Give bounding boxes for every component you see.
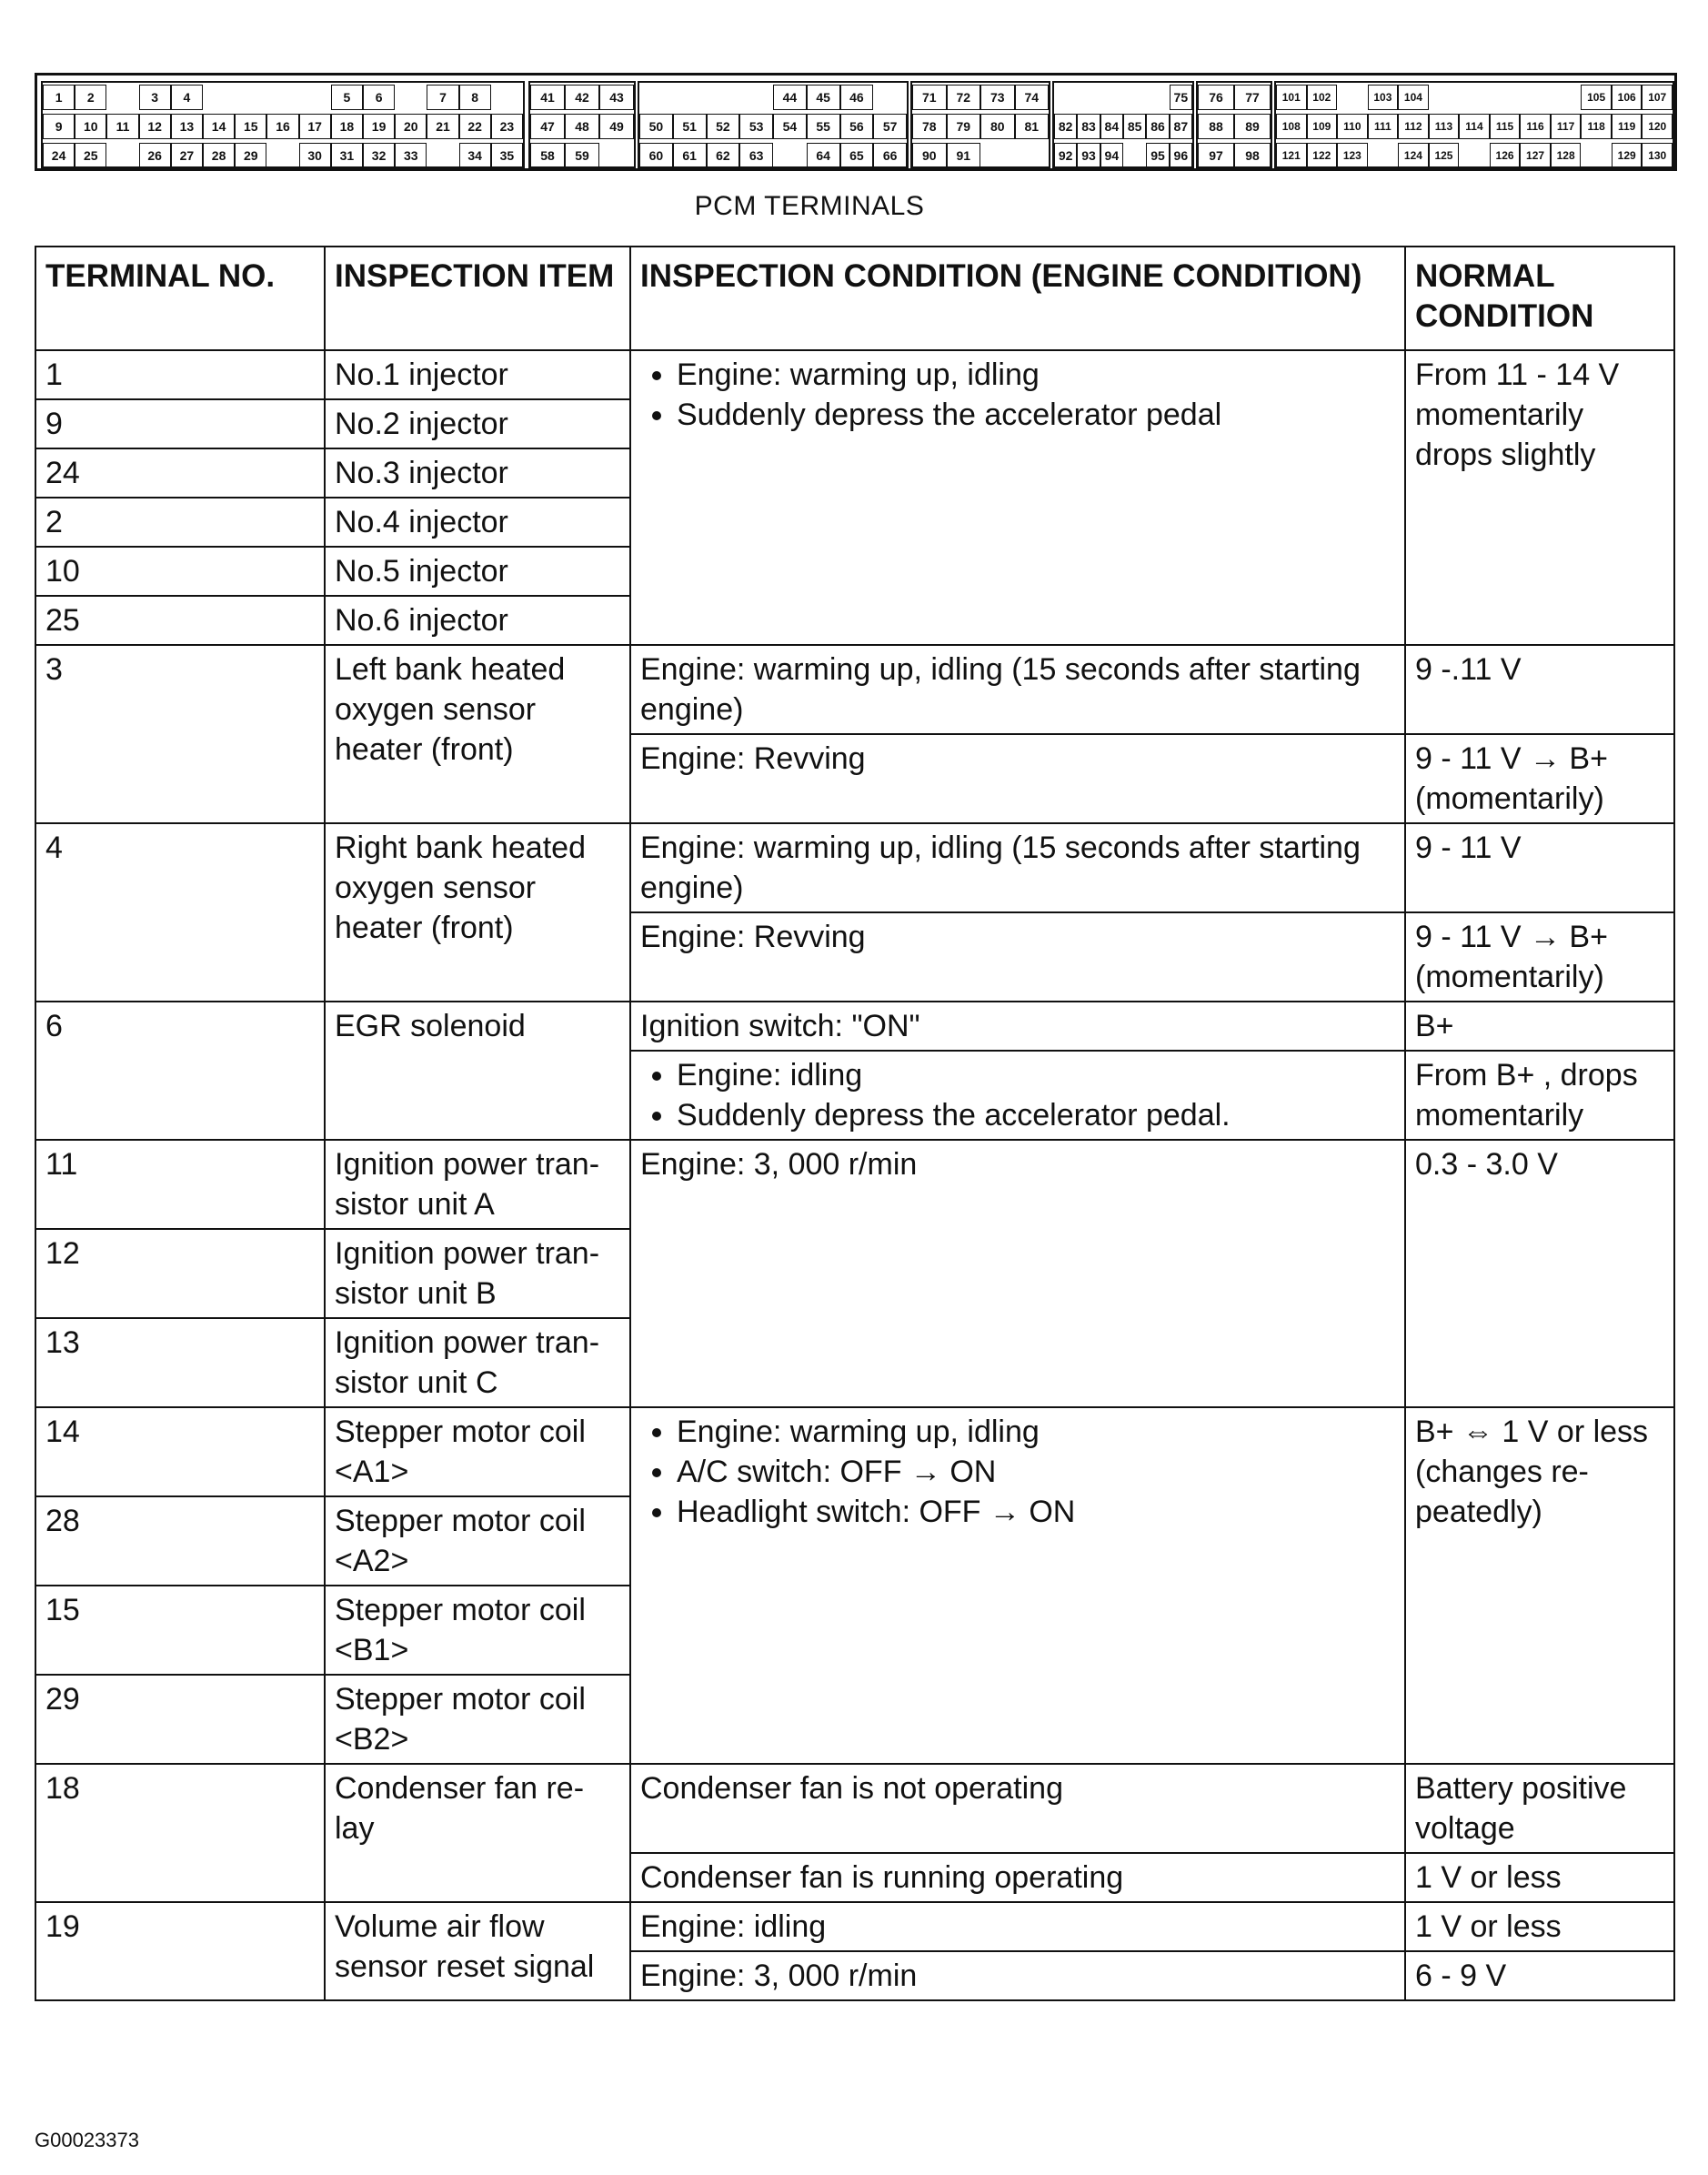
connector-pin: 29: [235, 143, 266, 168]
normal-condition: 0.3 - 3.0 V: [1405, 1140, 1674, 1407]
inspection-item: No.6 injector: [325, 596, 630, 645]
connector-pin: 71: [912, 85, 947, 110]
inspection-item: EGR solenoid: [325, 1002, 630, 1140]
connector-pin: 94: [1100, 143, 1123, 168]
connector-pin: 72: [947, 85, 981, 110]
connector-pin: 56: [840, 114, 874, 139]
connector-pin: 52: [707, 114, 740, 139]
condition-item: • Engine: warming up, idling: [677, 1412, 1395, 1452]
connector-pin: 84: [1100, 114, 1123, 139]
connector-pin: 116: [1520, 114, 1551, 139]
connector-pin: 33: [395, 143, 427, 168]
connector-pin: 123: [1337, 143, 1368, 168]
connector-block: [910, 81, 1050, 168]
normal-condition: B+: [1405, 1002, 1674, 1051]
connector-pin: 125: [1429, 143, 1460, 168]
connector-pin: 19: [363, 114, 395, 139]
connector-pin: 105: [1581, 85, 1612, 110]
inspection-condition: Condenser fan is not operating: [630, 1764, 1405, 1853]
connector-pin: 128: [1551, 143, 1582, 168]
connector-pin: 21: [427, 114, 458, 139]
connector-pin: 53: [739, 114, 773, 139]
inspection-item: Left bank heated oxygen sensor heater (front): [325, 645, 630, 823]
inspection-item: No.3 injector: [325, 448, 630, 498]
terminal-no: 18: [35, 1764, 325, 1902]
inspection-condition: Condenser fan is running operating: [630, 1853, 1405, 1902]
connector-pin: 85: [1123, 114, 1146, 139]
connector-pin: 1: [43, 85, 75, 110]
inspection-item: Stepper motor coil <A2>: [325, 1496, 630, 1586]
connector-pin: 104: [1398, 85, 1429, 110]
connector-pin: 30: [299, 143, 331, 168]
connector-pin: 118: [1581, 114, 1612, 139]
connector-pin: 89: [1234, 114, 1271, 139]
normal-condition: 9 - 11 V: [1405, 823, 1674, 912]
connector-pin: 47: [530, 114, 565, 139]
connector-pin: 9: [43, 114, 75, 139]
normal-condition: B+ ⇔ 1 V or less (changes re-peatedly): [1405, 1407, 1674, 1764]
connector-pin: 15: [235, 114, 266, 139]
terminal-no: 13: [35, 1318, 325, 1407]
connector-pin: 77: [1234, 85, 1271, 110]
connector-pin: 119: [1612, 114, 1643, 139]
connector-pin: 62: [707, 143, 740, 168]
condition-item: • Suddenly depress the accelerator pedal.: [677, 1095, 1395, 1135]
normal-condition: 9 - 11 V → B+ (momentarily): [1405, 912, 1674, 1002]
table-row: [35, 350, 1674, 399]
connector-pin: 108: [1276, 114, 1307, 139]
inspection-item: No.2 injector: [325, 399, 630, 448]
connector-pin: 112: [1398, 114, 1429, 139]
normal-condition: From B+ , drops momentarily: [1405, 1051, 1674, 1140]
connector-pin: 10: [75, 114, 106, 139]
connector-pin: 87: [1170, 114, 1192, 139]
terminal-no: 4: [35, 823, 325, 1002]
connector-pin: 26: [139, 143, 171, 168]
header-inspection-condition: INSPECTION CONDITION (ENGINE CONDITION): [630, 247, 1405, 350]
header-inspection-item: INSPECTION ITEM: [325, 247, 630, 350]
table-row: [35, 1407, 1674, 1496]
connector-block: [41, 81, 525, 168]
terminal-no: 2: [35, 498, 325, 547]
condition-item: • Headlight switch: OFF → ON: [677, 1492, 1395, 1532]
condition-list: [640, 1055, 1395, 1135]
connector-pin: 13: [171, 114, 203, 139]
connector-pin: 81: [1015, 114, 1050, 139]
normal-condition: 9 - 11 V → B+ (momentarily): [1405, 734, 1674, 823]
inspection-item: No.5 injector: [325, 547, 630, 596]
normal-condition: 6 - 9 V: [1405, 1951, 1674, 2000]
connector-pin: 6: [363, 85, 395, 110]
connector-block: [1196, 81, 1272, 168]
pcm-connector-diagram: [35, 73, 1677, 171]
connector-pin: 54: [773, 114, 807, 139]
connector-pin: 28: [203, 143, 235, 168]
inspection-condition: Engine: 3, 000 r/min: [630, 1140, 1405, 1407]
connector-pin: 3: [139, 85, 171, 110]
connector-pin: 59: [565, 143, 599, 168]
connector-pin: 34: [459, 143, 491, 168]
connector-pin: 121: [1276, 143, 1307, 168]
connector-pin: 4: [171, 85, 203, 110]
inspection-item: Stepper motor coil <B2>: [325, 1675, 630, 1764]
inspection-condition: Engine: Revving: [630, 912, 1405, 1002]
connector-block: [1274, 81, 1674, 168]
connector-pin: 103: [1368, 85, 1399, 110]
connector-pin: 97: [1198, 143, 1234, 168]
connector-pin: 41: [530, 85, 565, 110]
connector-pin: 95: [1146, 143, 1169, 168]
connector-pin: 12: [139, 114, 171, 139]
normal-condition: From 11 - 14 V momentarily drops slightly: [1405, 350, 1674, 645]
figure-id: G00023373: [35, 2129, 139, 2151]
connector-pin: 60: [639, 143, 673, 168]
connector-pin: 115: [1490, 114, 1521, 139]
table-row: [35, 1140, 1674, 1229]
inspection-condition: Ignition switch: "ON": [630, 1002, 1405, 1051]
inspection-condition: [630, 1051, 1405, 1140]
connector-pin: 74: [1015, 85, 1050, 110]
connector-pin: 48: [565, 114, 599, 139]
table-row: [35, 823, 1674, 912]
inspection-item: Stepper motor coil <A1>: [325, 1407, 630, 1496]
connector-block: [1052, 81, 1194, 168]
condition-list: [640, 355, 1395, 435]
connector-pin: 63: [739, 143, 773, 168]
connector-pin: 42: [565, 85, 599, 110]
terminal-no: 11: [35, 1140, 325, 1229]
connector-pin: 2: [75, 85, 106, 110]
normal-condition: 1 V or less: [1405, 1853, 1674, 1902]
connector-pin: 130: [1642, 143, 1673, 168]
table-header-row: [35, 247, 1674, 350]
connector-pin: 8: [459, 85, 491, 110]
connector-pin: 31: [331, 143, 363, 168]
connector-pin: 55: [807, 114, 840, 139]
inspection-item: Volume air flow sensor reset signal: [325, 1902, 630, 2000]
connector-pin: 66: [873, 143, 907, 168]
table-row: [35, 1002, 1674, 1051]
inspection-condition: [630, 1407, 1405, 1764]
connector-pin: 57: [873, 114, 907, 139]
connector-pin: 93: [1077, 143, 1100, 168]
connector-pin: 16: [266, 114, 298, 139]
connector-pin: 120: [1642, 114, 1673, 139]
connector-pin: 7: [427, 85, 458, 110]
header-normal-condition: NORMAL CONDITION: [1405, 247, 1674, 350]
terminal-no: 19: [35, 1902, 325, 2000]
connector-pin: 111: [1368, 114, 1399, 139]
inspection-item: Ignition power tran-sistor unit B: [325, 1229, 630, 1318]
inspection-condition: Engine: warming up, idling (15 seconds after starting engine): [630, 823, 1405, 912]
connector-pin: 127: [1520, 143, 1551, 168]
connector-pin: 76: [1198, 85, 1234, 110]
connector-pin: 91: [947, 143, 981, 168]
condition-item: • A/C switch: OFF → ON: [677, 1452, 1395, 1492]
connector-caption: PCM TERMINALS: [694, 191, 925, 221]
connector-pin: 65: [840, 143, 874, 168]
connector-pin: 5: [331, 85, 363, 110]
connector-pin: 46: [840, 85, 874, 110]
connector-pin: 107: [1642, 85, 1673, 110]
connector-pin: 96: [1170, 143, 1192, 168]
connector-pin: 102: [1307, 85, 1338, 110]
connector-pin: 80: [980, 114, 1015, 139]
normal-condition: 9 -.11 V: [1405, 645, 1674, 734]
inspection-table: [35, 246, 1675, 2001]
terminal-no: 6: [35, 1002, 325, 1140]
inspection-condition: Engine: 3, 000 r/min: [630, 1951, 1405, 2000]
terminal-no: 9: [35, 399, 325, 448]
connector-pin: 75: [1170, 85, 1192, 110]
connector-pin: 106: [1612, 85, 1643, 110]
connector-pin: 64: [807, 143, 840, 168]
connector-pin: 79: [947, 114, 981, 139]
inspection-item: No.1 injector: [325, 350, 630, 399]
table-row: [35, 1764, 1674, 1853]
connector-pin: 58: [530, 143, 565, 168]
inspection-condition: Engine: idling: [630, 1902, 1405, 1951]
connector-pin: 88: [1198, 114, 1234, 139]
connector-pin: 101: [1276, 85, 1307, 110]
connector-block: [528, 81, 636, 168]
inspection-condition: Engine: Revving: [630, 734, 1405, 823]
connector-pin: 83: [1077, 114, 1100, 139]
inspection-item: Condenser fan re-lay: [325, 1764, 630, 1902]
connector-pin: 32: [363, 143, 395, 168]
connector-pin: 11: [106, 114, 138, 139]
connector-pin: 122: [1307, 143, 1338, 168]
condition-list: [640, 1412, 1395, 1532]
connector-pin: 20: [395, 114, 427, 139]
connector-pin: 129: [1612, 143, 1643, 168]
terminal-no: 28: [35, 1496, 325, 1586]
inspection-item: Ignition power tran-sistor unit A: [325, 1140, 630, 1229]
connector-pin: 86: [1146, 114, 1169, 139]
connector-pin: 24: [43, 143, 75, 168]
normal-condition: 1 V or less: [1405, 1902, 1674, 1951]
connector-pin: 113: [1429, 114, 1460, 139]
connector-pin: 25: [75, 143, 106, 168]
terminal-no: 29: [35, 1675, 325, 1764]
header-terminal-no: TERMINAL NO.: [35, 247, 325, 350]
condition-item: • Engine: warming up, idling: [677, 355, 1395, 395]
table-row: [35, 1902, 1674, 1951]
connector-pin: 61: [673, 143, 707, 168]
connector-block: [638, 81, 909, 168]
connector-pin: 43: [599, 85, 634, 110]
connector-pin: 50: [639, 114, 673, 139]
connector-pin: 92: [1054, 143, 1077, 168]
inspection-condition: Engine: warming up, idling (15 seconds after starting engine): [630, 645, 1405, 734]
connector-pin: 18: [331, 114, 363, 139]
inspection-item: Right bank heated oxygen sensor heater (front): [325, 823, 630, 1002]
connector-pin: 35: [491, 143, 523, 168]
connector-pin: 44: [773, 85, 807, 110]
connector-pin: 73: [980, 85, 1015, 110]
connector-pin: 17: [299, 114, 331, 139]
inspection-condition: [630, 350, 1405, 645]
terminal-no: 12: [35, 1229, 325, 1318]
connector-pin: 124: [1398, 143, 1429, 168]
connector-pin: 22: [459, 114, 491, 139]
terminal-no: 15: [35, 1586, 325, 1675]
condition-item: • Suddenly depress the accelerator pedal: [677, 395, 1395, 435]
connector-pin: 45: [807, 85, 840, 110]
terminal-no: 10: [35, 547, 325, 596]
connector-pin: 49: [599, 114, 634, 139]
connector-pin: 110: [1337, 114, 1368, 139]
terminal-no: 3: [35, 645, 325, 823]
inspection-item: Ignition power tran-sistor unit C: [325, 1318, 630, 1407]
connector-pin: 117: [1551, 114, 1582, 139]
connector-pin: 109: [1307, 114, 1338, 139]
connector-pin: 27: [171, 143, 203, 168]
connector-pin: 14: [203, 114, 235, 139]
terminal-no: 24: [35, 448, 325, 498]
table-row: [35, 645, 1674, 734]
inspection-item: No.4 injector: [325, 498, 630, 547]
connector-pin: 126: [1490, 143, 1521, 168]
terminal-no: 1: [35, 350, 325, 399]
connector-pin: 51: [673, 114, 707, 139]
connector-pin: 90: [912, 143, 947, 168]
connector-pin: 78: [912, 114, 947, 139]
terminal-no: 14: [35, 1407, 325, 1496]
connector-pin: 82: [1054, 114, 1077, 139]
connector-pin: 114: [1459, 114, 1490, 139]
normal-condition: Battery positive voltage: [1405, 1764, 1674, 1853]
connector-pin: 98: [1234, 143, 1271, 168]
condition-item: • Engine: idling: [677, 1055, 1395, 1095]
terminal-no: 25: [35, 596, 325, 645]
inspection-item: Stepper motor coil <B1>: [325, 1586, 630, 1675]
connector-pin: 23: [491, 114, 523, 139]
